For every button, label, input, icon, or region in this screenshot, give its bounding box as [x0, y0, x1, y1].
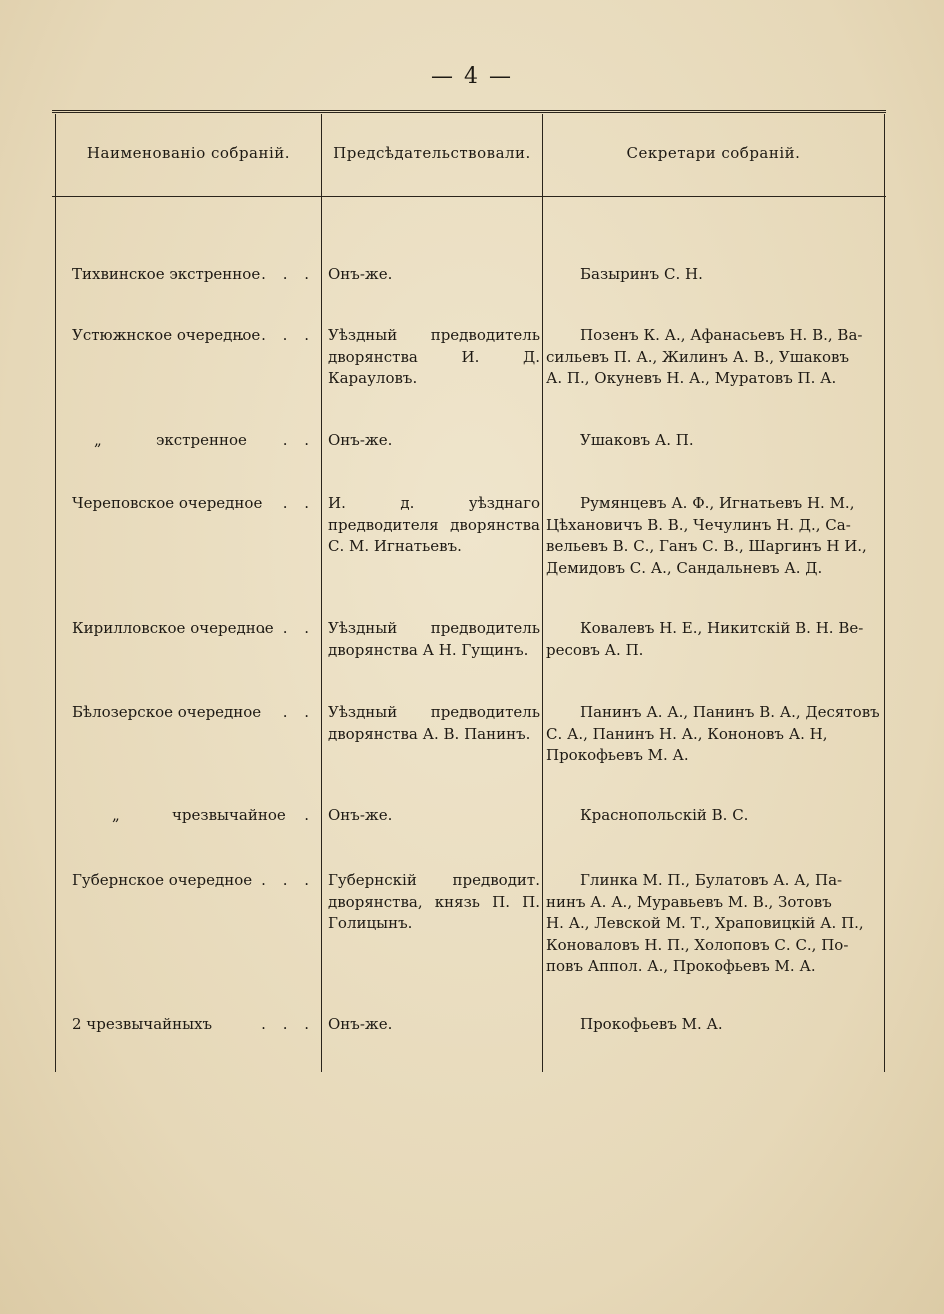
column-rule-1 [321, 114, 322, 1072]
page-number: — 4 — [431, 64, 513, 89]
assembly-name-cell: Устюжнское очередное . . . . [72, 326, 315, 344]
assemblies-table [52, 110, 886, 1072]
header-assembly-name: Наименованіо собраній. [86, 144, 291, 162]
secretaries-cell: Панинъ А. А., Панинъ В. А., Десятовъ С. А., Панинъ Н. А., Кононовъ А. Н, Прокофьевъ М. А. [546, 703, 880, 764]
column-rule-right [884, 114, 885, 1072]
assembly-name-cell: Губернское очередное . . . [72, 871, 315, 889]
secretaries-cell: Румянцевъ А. Ф., Игнатьевъ Н. М., Цѣхановичъ В. В., Чечулинъ Н. Д., Са- вельевъ В. С., Ганъ С. В., Шаргинъ Н И., Демидовъ С. А., Сандальневъ А. Д. [546, 494, 867, 577]
chair-cell: Онъ-же. [328, 265, 393, 283]
secretaries-cell: Прокофьевъ М. А. [580, 1015, 723, 1033]
secretaries-cell: Базыринъ С. Н. [580, 265, 703, 283]
assembly-name-cell: Кирилловское очередное . . . [72, 619, 315, 637]
chair-cell: Онъ-же. [328, 1015, 393, 1033]
assembly-name-cell: „ чрезвычайное . [112, 806, 315, 824]
secretaries-cell: Глинка М. П., Булатовъ А. А, Па- нинъ А. А., Муравьевъ М. В., Зотовъ Н. А., Левской М. Т., Храповицкій А. П., Коноваловъ Н. П., Холоповъ С. С., По- повъ Аппол. А., Прокофьевъ М. А. [546, 871, 864, 975]
secretaries-cell: Позенъ К. А., Афанасьевъ Н. В., Ва- сильевъ П. А., Жилинъ А. В., Ушаковъ А. П., Окуневъ Н. А., Муратовъ П. А. [546, 326, 863, 387]
secretaries-cell: Ковалевъ Н. Е., Никитскій В. Н. Ве- ресовъ А. П. [546, 619, 864, 659]
header-chaired-by: Предсѣдательствовали. [333, 144, 531, 162]
table-top-rule [52, 110, 886, 113]
assembly-name-cell: 2 чрезвычайныхъ . . . [72, 1015, 315, 1033]
column-rule-2 [542, 114, 543, 1072]
secretaries-cell: Ушаковъ А. П. [580, 431, 694, 449]
chair-cell: Уѣздный предводитель дворянства А Н. Гущинъ. [328, 619, 540, 659]
assembly-name-cell: Череповское очередное . . [72, 494, 315, 512]
column-rule-left [55, 114, 56, 1072]
chair-cell: И. д. уѣзднаго предводителя дворянства С. М. Игнатьевъ. [328, 494, 540, 555]
header-secretaries: Секретари собраній. [626, 144, 801, 162]
chair-cell: Уѣздный предводитель дворянства И. Д. Карауловъ. [328, 326, 540, 387]
header-bottom-rule [52, 196, 886, 197]
chair-cell: Онъ-же. [328, 431, 393, 449]
chair-cell: Уѣздный предводитель дворянства А. В. Панинъ. [328, 703, 540, 743]
secretaries-cell: Краснопольскій В. С. [580, 806, 749, 824]
chair-cell: Онъ-же. [328, 806, 393, 824]
chair-cell: Губернскій предводит. дворянства, князь П. П. Голицынъ. [328, 871, 540, 932]
assembly-name-cell: Бѣлозерское очередное . . [72, 703, 315, 721]
assembly-name-cell: „ экстренное . . [94, 431, 315, 449]
assembly-name-cell: Тихвинское экстренное . . . [72, 265, 315, 283]
